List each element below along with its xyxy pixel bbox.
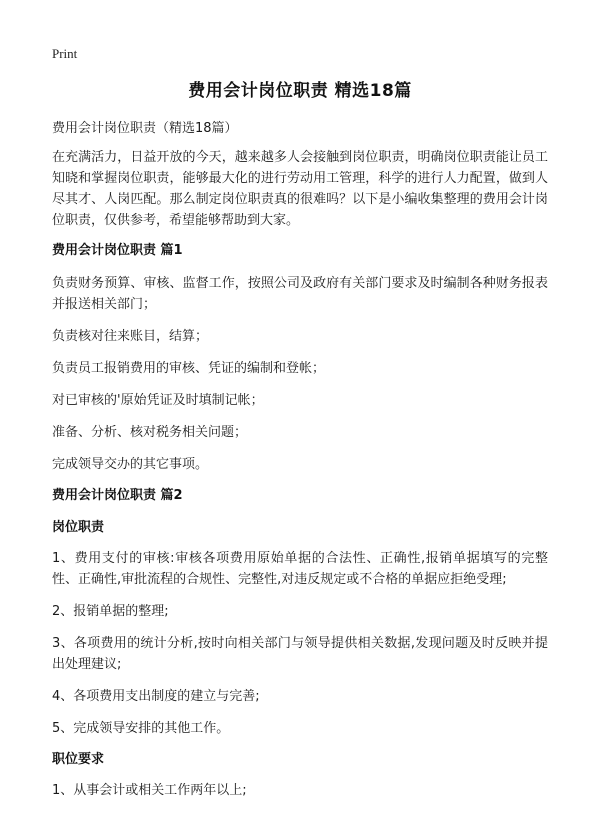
section1-item: 负责员工报销费用的审核、凭证的编制和登帐； (52, 361, 326, 376)
section-heading-2: 费用会计岗位职责 篇2 (52, 488, 183, 503)
duty-item: 1、费用支付的审核:审核各项费用原始单据的合法性、正确性,报销单据填写的完整性、正确性,审批流程的合规性、完整性,对违反规定或不合格的单据应拒绝受理; (52, 551, 548, 587)
requirements-title: 职位要求 (52, 752, 105, 767)
document-title: 费用会计岗位职责 精选18篇 (188, 81, 412, 101)
section1-item: 对已审核的'原始凭证及时填制记帐； (52, 393, 264, 408)
duties-title: 岗位职责 (52, 520, 105, 535)
section1-item: 负责财务预算、审核、监督工作，按照公司及政府有关部门要求及时编制各种财务报表并报送相关部门； (52, 276, 548, 312)
document-subtitle: 费用会计岗位职责（精选18篇） (52, 121, 238, 136)
section1-item: 负责核对往来账目，结算； (52, 329, 209, 344)
print-label[interactable]: Print (52, 46, 78, 61)
duty-item: 5、完成领导安排的其他工作。 (52, 721, 230, 736)
requirement-item: 1、从事会计或相关工作两年以上; (52, 783, 247, 798)
section-heading-1: 费用会计岗位职责 篇1 (52, 243, 183, 258)
duty-item: 3、各项费用的统计分析,按时向相关部门与领导提供相关数据,发现问题及时反映并提出处理建议; (52, 636, 548, 672)
duty-item: 2、报销单据的整理; (52, 604, 169, 619)
section1-item: 完成领导交办的其它事项。 (52, 457, 209, 472)
duty-item: 4、各项费用支出制度的建立与完善; (52, 689, 260, 704)
section1-item: 准备、分析、核对税务相关问题； (52, 425, 248, 440)
intro-paragraph: 在充满活力，日益开放的今天，越来越多人会接触到岗位职责，明确岗位职责能让员工知晓和掌握岗位职责，能够最大化的进行劳动用工管理，科学的进行人力配置，做到人尽其才、人岗匹配。那么制定岗位职责真的很难吗？以下是小编收集整理的费用会计岗位职责，仅供参考，希望能够帮助到大家。 (52, 150, 548, 228)
document-body (52, 118, 548, 812)
